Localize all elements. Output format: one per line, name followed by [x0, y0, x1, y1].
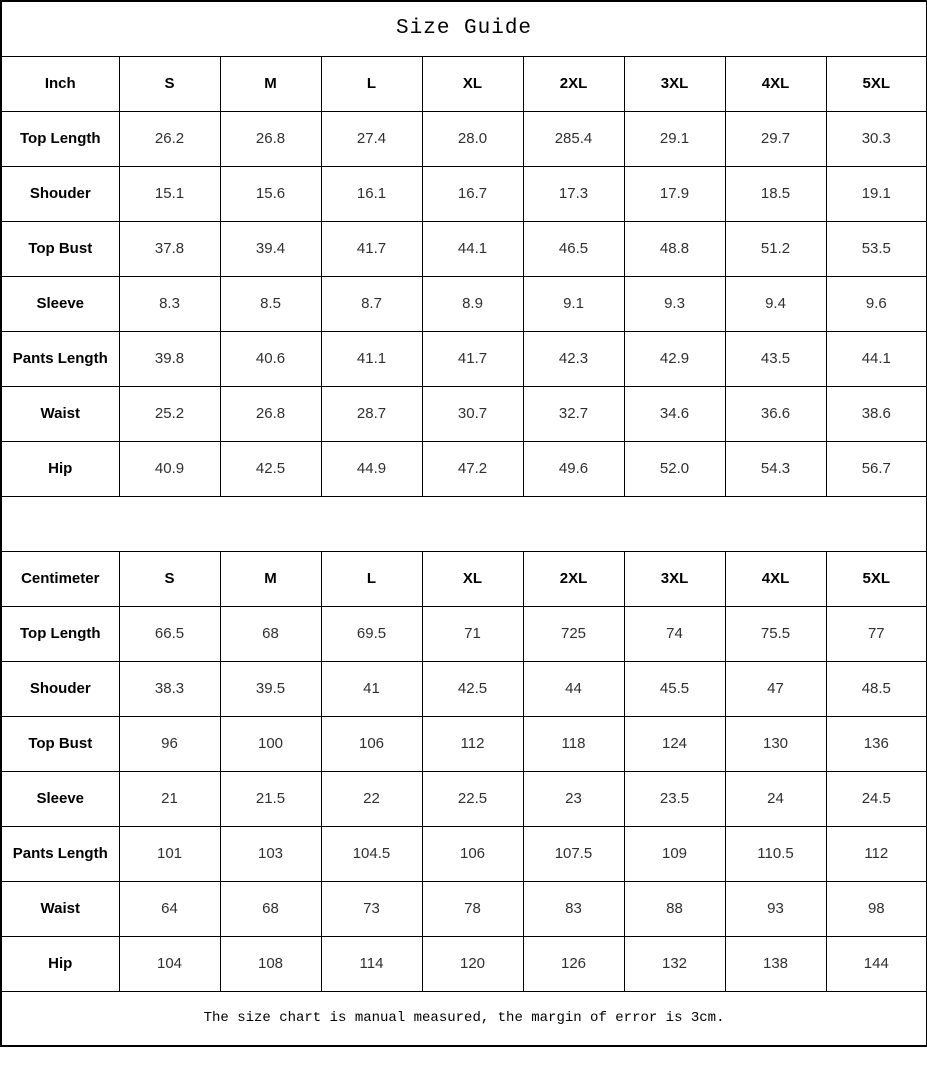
- measurement-value: 53.5: [826, 221, 927, 276]
- measurement-value: 49.6: [523, 441, 624, 496]
- table-row: [1, 826, 927, 881]
- measurement-value: 98: [826, 881, 927, 936]
- table-row: [1, 606, 927, 661]
- measurement-value: 8.5: [220, 276, 321, 331]
- measurement-value: 48.8: [624, 221, 725, 276]
- measurement-value: 41: [321, 661, 422, 716]
- measurement-label: Top Length: [1, 606, 119, 661]
- measurement-value: 130: [725, 716, 826, 771]
- table-body: [1, 1, 927, 1046]
- measurement-value: 28.0: [422, 111, 523, 166]
- measurement-value: 40.6: [220, 331, 321, 386]
- measurement-label: Shouder: [1, 661, 119, 716]
- measurement-value: 118: [523, 716, 624, 771]
- measurement-value: 104: [119, 936, 220, 991]
- measurement-value: 103: [220, 826, 321, 881]
- measurement-value: 47: [725, 661, 826, 716]
- measurement-value: 51.2: [725, 221, 826, 276]
- size-header: 4XL: [725, 551, 826, 606]
- size-header: M: [220, 551, 321, 606]
- measurement-value: 69.5: [321, 606, 422, 661]
- measurement-value: 132: [624, 936, 725, 991]
- size-header: 2XL: [523, 56, 624, 111]
- measurement-value: 45.5: [624, 661, 725, 716]
- measurement-value: 24.5: [826, 771, 927, 826]
- size-header: S: [119, 56, 220, 111]
- table-row: [1, 716, 927, 771]
- size-header: L: [321, 551, 422, 606]
- measurement-label: Top Bust: [1, 716, 119, 771]
- table-row: [1, 441, 927, 496]
- size-header: 3XL: [624, 56, 725, 111]
- measurement-value: 26.8: [220, 386, 321, 441]
- table-row: [1, 771, 927, 826]
- measurement-value: 68: [220, 606, 321, 661]
- table-row: [1, 276, 927, 331]
- measurement-value: 44: [523, 661, 624, 716]
- measurement-value: 106: [321, 716, 422, 771]
- measurement-value: 107.5: [523, 826, 624, 881]
- measurement-value: 104.5: [321, 826, 422, 881]
- measurement-value: 39.8: [119, 331, 220, 386]
- measurement-value: 27.4: [321, 111, 422, 166]
- unit-header: Inch: [1, 56, 119, 111]
- size-header: 3XL: [624, 551, 725, 606]
- measurement-value: 120: [422, 936, 523, 991]
- measurement-value: 21.5: [220, 771, 321, 826]
- measurement-value: 46.5: [523, 221, 624, 276]
- measurement-value: 41.7: [422, 331, 523, 386]
- measurement-value: 54.3: [725, 441, 826, 496]
- measurement-value: 43.5: [725, 331, 826, 386]
- measurement-value: 138: [725, 936, 826, 991]
- measurement-value: 38.3: [119, 661, 220, 716]
- measurement-value: 42.3: [523, 331, 624, 386]
- measurement-value: 74: [624, 606, 725, 661]
- table-row: [1, 881, 927, 936]
- measurement-value: 39.5: [220, 661, 321, 716]
- size-header: 4XL: [725, 56, 826, 111]
- measurement-label: Sleeve: [1, 771, 119, 826]
- measurement-value: 41.1: [321, 331, 422, 386]
- measurement-value: 34.6: [624, 386, 725, 441]
- measurement-value: 8.9: [422, 276, 523, 331]
- measurement-value: 36.6: [725, 386, 826, 441]
- measurement-value: 88: [624, 881, 725, 936]
- measurement-value: 101: [119, 826, 220, 881]
- measurement-label: Top Bust: [1, 221, 119, 276]
- measurement-value: 44.9: [321, 441, 422, 496]
- size-header: 2XL: [523, 551, 624, 606]
- measurement-value: 32.7: [523, 386, 624, 441]
- measurement-value: 47.2: [422, 441, 523, 496]
- measurement-value: 9.1: [523, 276, 624, 331]
- size-header: 5XL: [826, 551, 927, 606]
- measurement-value: 22.5: [422, 771, 523, 826]
- table-row: [1, 221, 927, 276]
- measurement-value: 21: [119, 771, 220, 826]
- table-row: [1, 166, 927, 221]
- size-header: S: [119, 551, 220, 606]
- measurement-value: 30.3: [826, 111, 927, 166]
- measurement-value: 38.6: [826, 386, 927, 441]
- table-row: [1, 936, 927, 991]
- measurement-value: 93: [725, 881, 826, 936]
- table-row: [1, 661, 927, 716]
- measurement-value: 29.1: [624, 111, 725, 166]
- measurement-value: 64: [119, 881, 220, 936]
- size-header: M: [220, 56, 321, 111]
- measurement-label: Hip: [1, 441, 119, 496]
- measurement-value: 16.7: [422, 166, 523, 221]
- measurement-label: Hip: [1, 936, 119, 991]
- measurement-value: 23: [523, 771, 624, 826]
- measurement-value: 41.7: [321, 221, 422, 276]
- measurement-value: 16.1: [321, 166, 422, 221]
- measurement-value: 25.2: [119, 386, 220, 441]
- measurement-value: 39.4: [220, 221, 321, 276]
- measurement-label: Pants Length: [1, 826, 119, 881]
- measurement-value: 114: [321, 936, 422, 991]
- table-row: [1, 386, 927, 441]
- measurement-value: 9.6: [826, 276, 927, 331]
- size-header-row: [1, 56, 927, 111]
- measurement-label: Waist: [1, 881, 119, 936]
- measurement-value: 112: [826, 826, 927, 881]
- measurement-value: 109: [624, 826, 725, 881]
- measurement-value: 15.1: [119, 166, 220, 221]
- measurement-value: 42.5: [220, 441, 321, 496]
- measurement-value: 8.7: [321, 276, 422, 331]
- measurement-value: 73: [321, 881, 422, 936]
- size-header: XL: [422, 56, 523, 111]
- measurement-value: 110.5: [725, 826, 826, 881]
- measurement-value: 19.1: [826, 166, 927, 221]
- measurement-value: 66.5: [119, 606, 220, 661]
- measurement-value: 725: [523, 606, 624, 661]
- size-header: XL: [422, 551, 523, 606]
- measurement-value: 48.5: [826, 661, 927, 716]
- measurement-value: 106: [422, 826, 523, 881]
- measurement-value: 29.7: [725, 111, 826, 166]
- measurement-value: 42.9: [624, 331, 725, 386]
- measurement-value: 108: [220, 936, 321, 991]
- measurement-value: 44.1: [422, 221, 523, 276]
- table-row: [1, 331, 927, 386]
- unit-header: Centimeter: [1, 551, 119, 606]
- measurement-value: 75.5: [725, 606, 826, 661]
- measurement-value: 136: [826, 716, 927, 771]
- measurement-value: 71: [422, 606, 523, 661]
- measurement-label: Top Length: [1, 111, 119, 166]
- measurement-value: 144: [826, 936, 927, 991]
- size-header: 5XL: [826, 56, 927, 111]
- footer-row: [1, 991, 927, 1046]
- measurement-value: 26.2: [119, 111, 220, 166]
- table-row: [1, 111, 927, 166]
- measurement-value: 15.6: [220, 166, 321, 221]
- measurement-value: 124: [624, 716, 725, 771]
- measurement-value: 112: [422, 716, 523, 771]
- measurement-value: 126: [523, 936, 624, 991]
- measurement-value: 83: [523, 881, 624, 936]
- measurement-label: Sleeve: [1, 276, 119, 331]
- measurement-value: 37.8: [119, 221, 220, 276]
- measurement-value: 9.4: [725, 276, 826, 331]
- section-gap: [1, 496, 927, 551]
- measurement-value: 68: [220, 881, 321, 936]
- title-row: [1, 1, 927, 56]
- page-title: Size Guide: [1, 1, 927, 56]
- size-header: L: [321, 56, 422, 111]
- measurement-value: 77: [826, 606, 927, 661]
- measurement-value: 17.9: [624, 166, 725, 221]
- measurement-value: 30.7: [422, 386, 523, 441]
- measurement-value: 78: [422, 881, 523, 936]
- measurement-value: 8.3: [119, 276, 220, 331]
- measurement-value: 9.3: [624, 276, 725, 331]
- measurement-value: 96: [119, 716, 220, 771]
- measurement-label: Shouder: [1, 166, 119, 221]
- measurement-value: 42.5: [422, 661, 523, 716]
- measurement-label: Waist: [1, 386, 119, 441]
- measurement-value: 22: [321, 771, 422, 826]
- measurement-value: 18.5: [725, 166, 826, 221]
- size-header-row: [1, 551, 927, 606]
- measurement-value: 52.0: [624, 441, 725, 496]
- measurement-value: 40.9: [119, 441, 220, 496]
- measurement-value: 28.7: [321, 386, 422, 441]
- measurement-value: 26.8: [220, 111, 321, 166]
- footer-note: The size chart is manual measured, the margin of error is 3cm.: [1, 991, 927, 1046]
- measurement-value: 285.4: [523, 111, 624, 166]
- measurement-label: Pants Length: [1, 331, 119, 386]
- measurement-value: 44.1: [826, 331, 927, 386]
- measurement-value: 56.7: [826, 441, 927, 496]
- measurement-value: 23.5: [624, 771, 725, 826]
- section-gap-row: [1, 496, 927, 551]
- measurement-value: 100: [220, 716, 321, 771]
- measurement-value: 24: [725, 771, 826, 826]
- measurement-value: 17.3: [523, 166, 624, 221]
